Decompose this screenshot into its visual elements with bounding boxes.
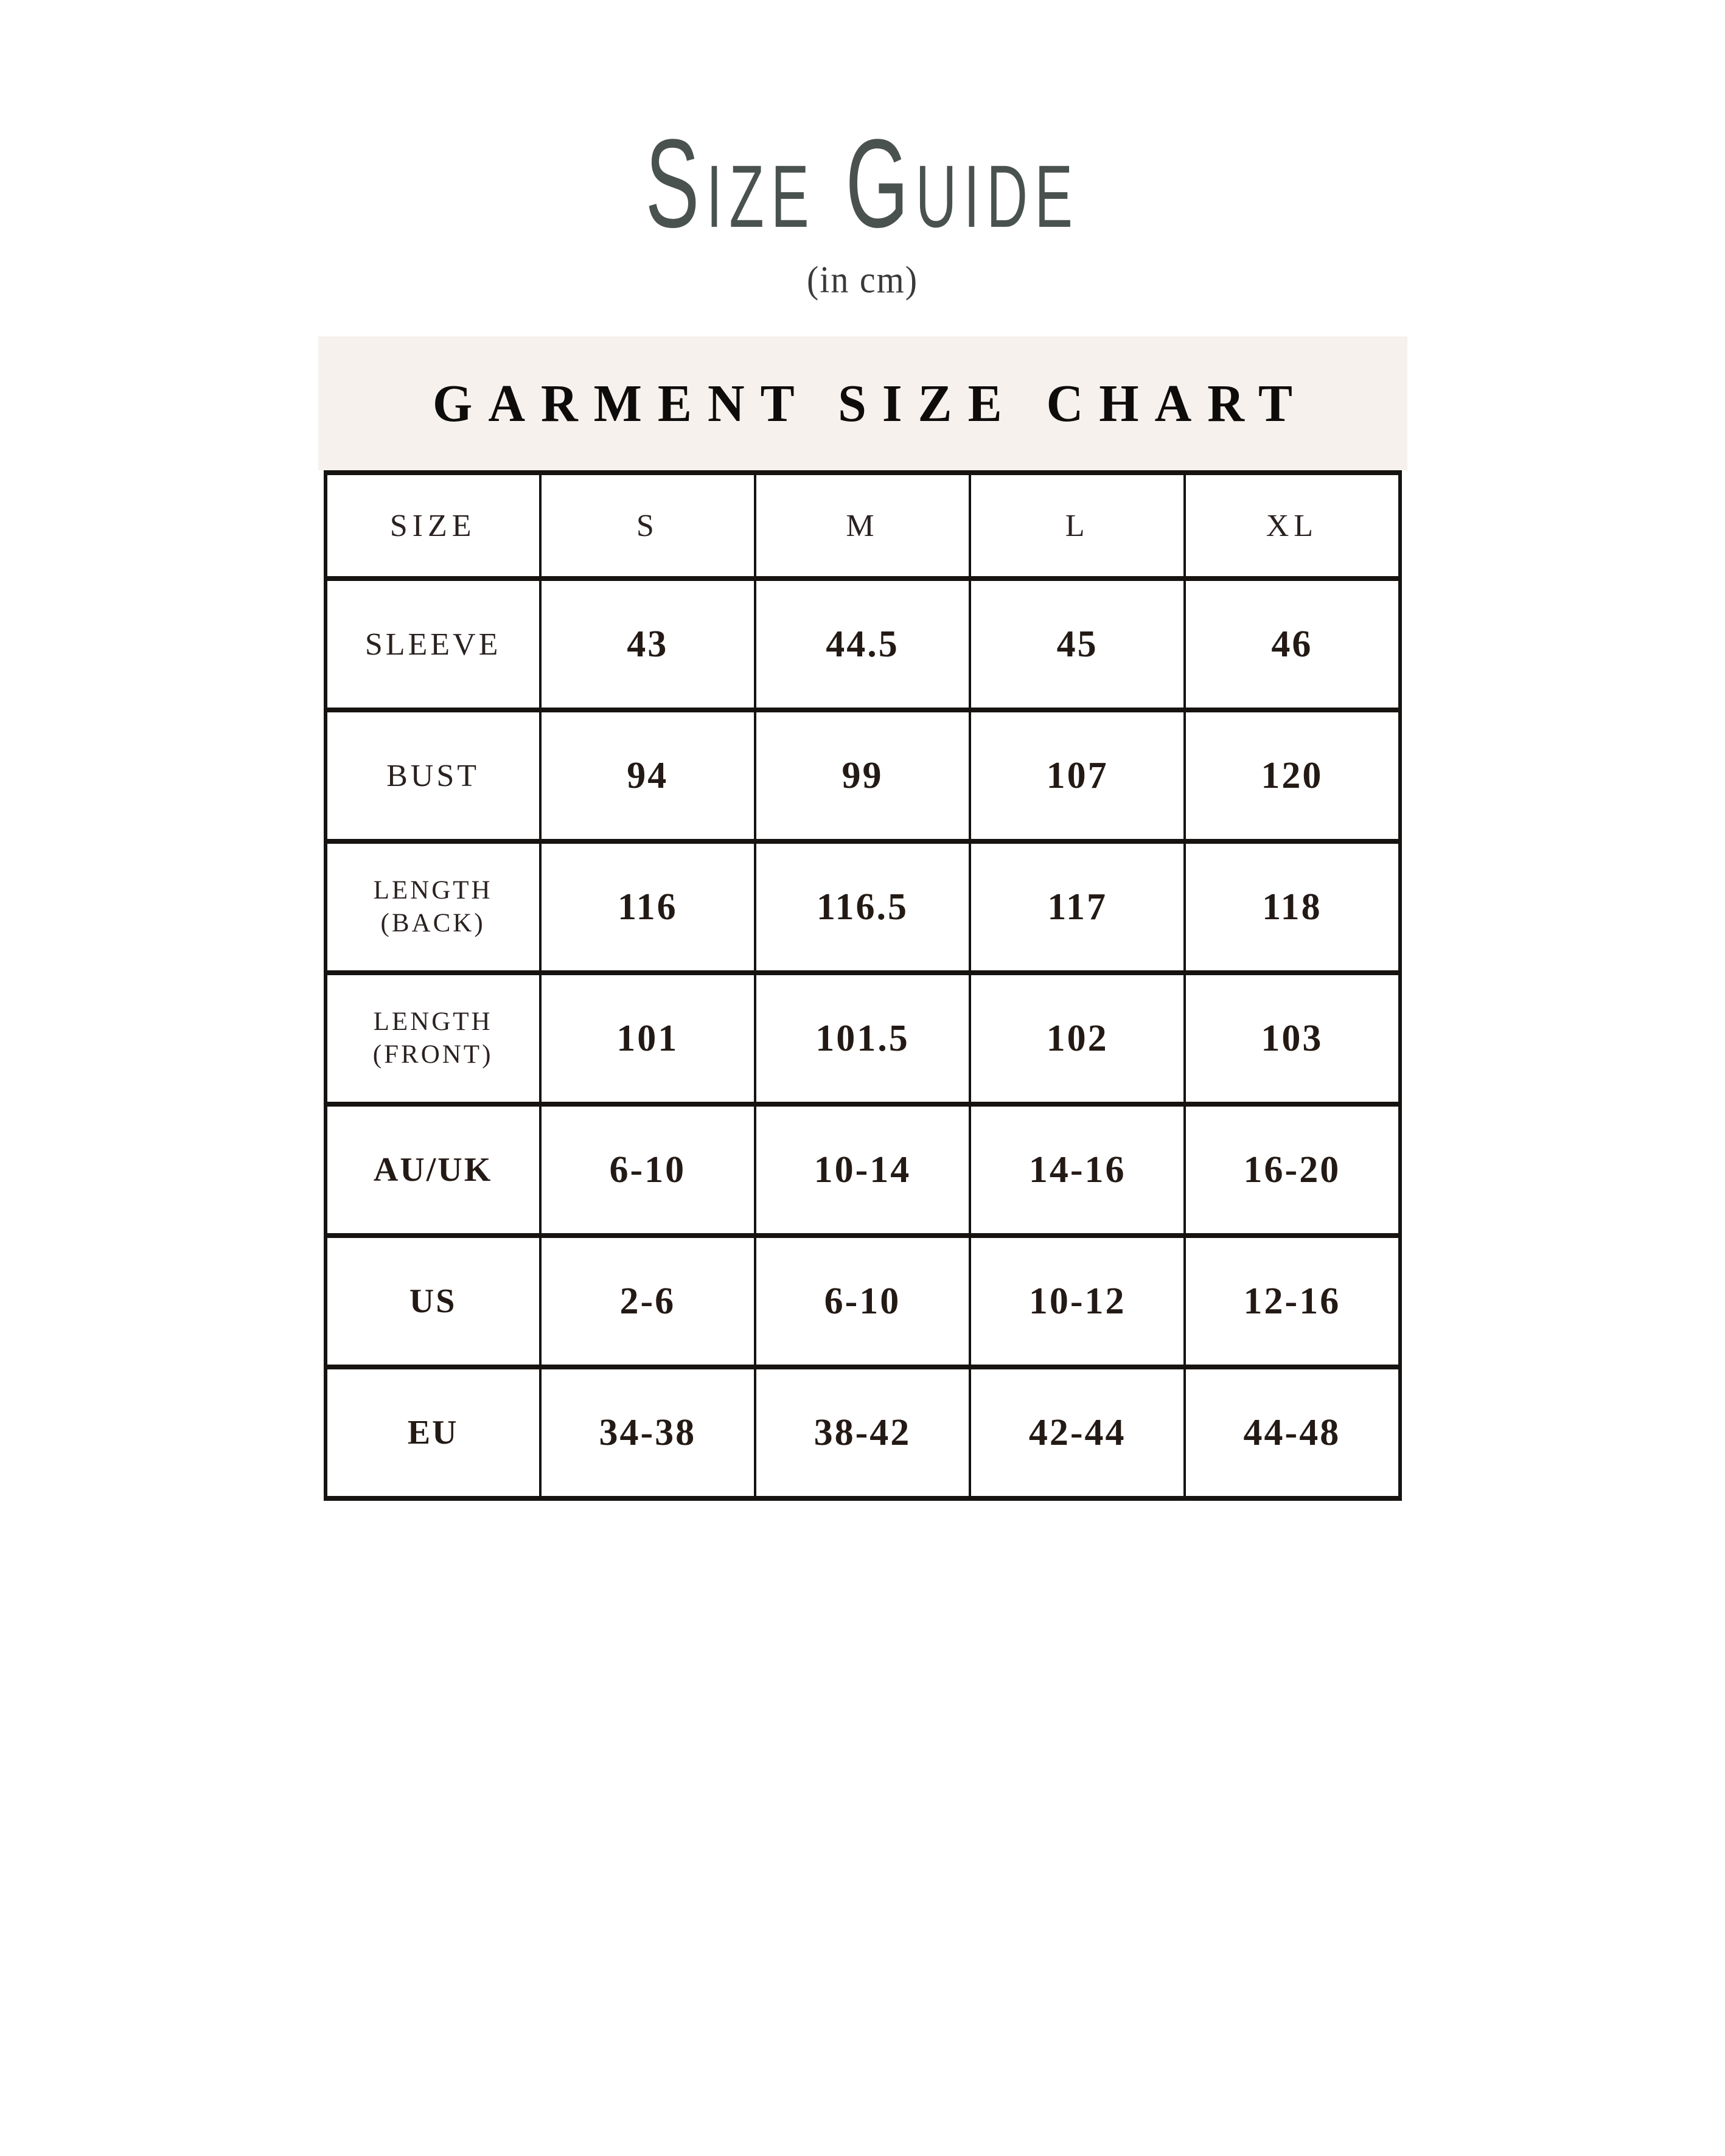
column-header-s: S [540,473,755,579]
garment-size-chart-banner [318,336,1407,470]
table-row-eu [326,1367,1400,1498]
garment-size-table [324,470,1402,1501]
row-label-au-uk: AU/UK [326,1104,540,1236]
size-value: 34-38 [540,1367,755,1498]
size-value: 44.5 [755,579,970,710]
size-value: 94 [540,710,755,841]
row-label-bust: BUST [326,710,540,841]
size-value: 16-20 [1185,1104,1399,1236]
size-value: 10-12 [970,1236,1185,1367]
size-value: 117 [970,841,1185,973]
size-value: 102 [970,973,1185,1104]
row-label-length-front: LENGTH (FRONT) [326,973,540,1104]
size-value: 99 [755,710,970,841]
size-value: 116 [540,841,755,973]
table-row-sleeve [326,579,1400,710]
size-value: 12-16 [1185,1236,1399,1367]
size-value: 107 [970,710,1185,841]
size-value: 101 [540,973,755,1104]
size-value: 45 [970,579,1185,710]
size-value: 2-6 [540,1236,755,1367]
size-value: 120 [1185,710,1399,841]
table-row-us [326,1236,1400,1367]
row-label-us: US [326,1236,540,1367]
size-value: 14-16 [970,1104,1185,1236]
size-value: 103 [1185,973,1399,1104]
size-value: 6-10 [540,1104,755,1236]
banner-title: GARMENT SIZE CHART [432,374,1308,433]
size-value: 43 [540,579,755,710]
size-value: 42-44 [970,1367,1185,1498]
page-title: Size Guide [645,113,1080,254]
row-label-eu: EU [326,1367,540,1498]
row-label-sleeve: SLEEVE [326,579,540,710]
row-label-length-back: LENGTH (BACK) [326,841,540,973]
table-row-length-front [326,973,1400,1104]
page-subtitle: (in cm) [806,258,919,301]
size-value: 38-42 [755,1367,970,1498]
column-header-size: SIZE [326,473,540,579]
table-row-bust [326,710,1400,841]
size-value: 116.5 [755,841,970,973]
size-value: 46 [1185,579,1399,710]
size-value: 6-10 [755,1236,970,1367]
table-header-row [326,473,1400,579]
size-value: 44-48 [1185,1367,1399,1498]
table-row-au-uk [326,1104,1400,1236]
column-header-xl: XL [1185,473,1399,579]
size-value: 101.5 [755,973,970,1104]
size-value: 118 [1185,841,1399,973]
size-value: 10-14 [755,1104,970,1236]
column-header-m: M [755,473,970,579]
column-header-l: L [970,473,1185,579]
table-row-length-back [326,841,1400,973]
